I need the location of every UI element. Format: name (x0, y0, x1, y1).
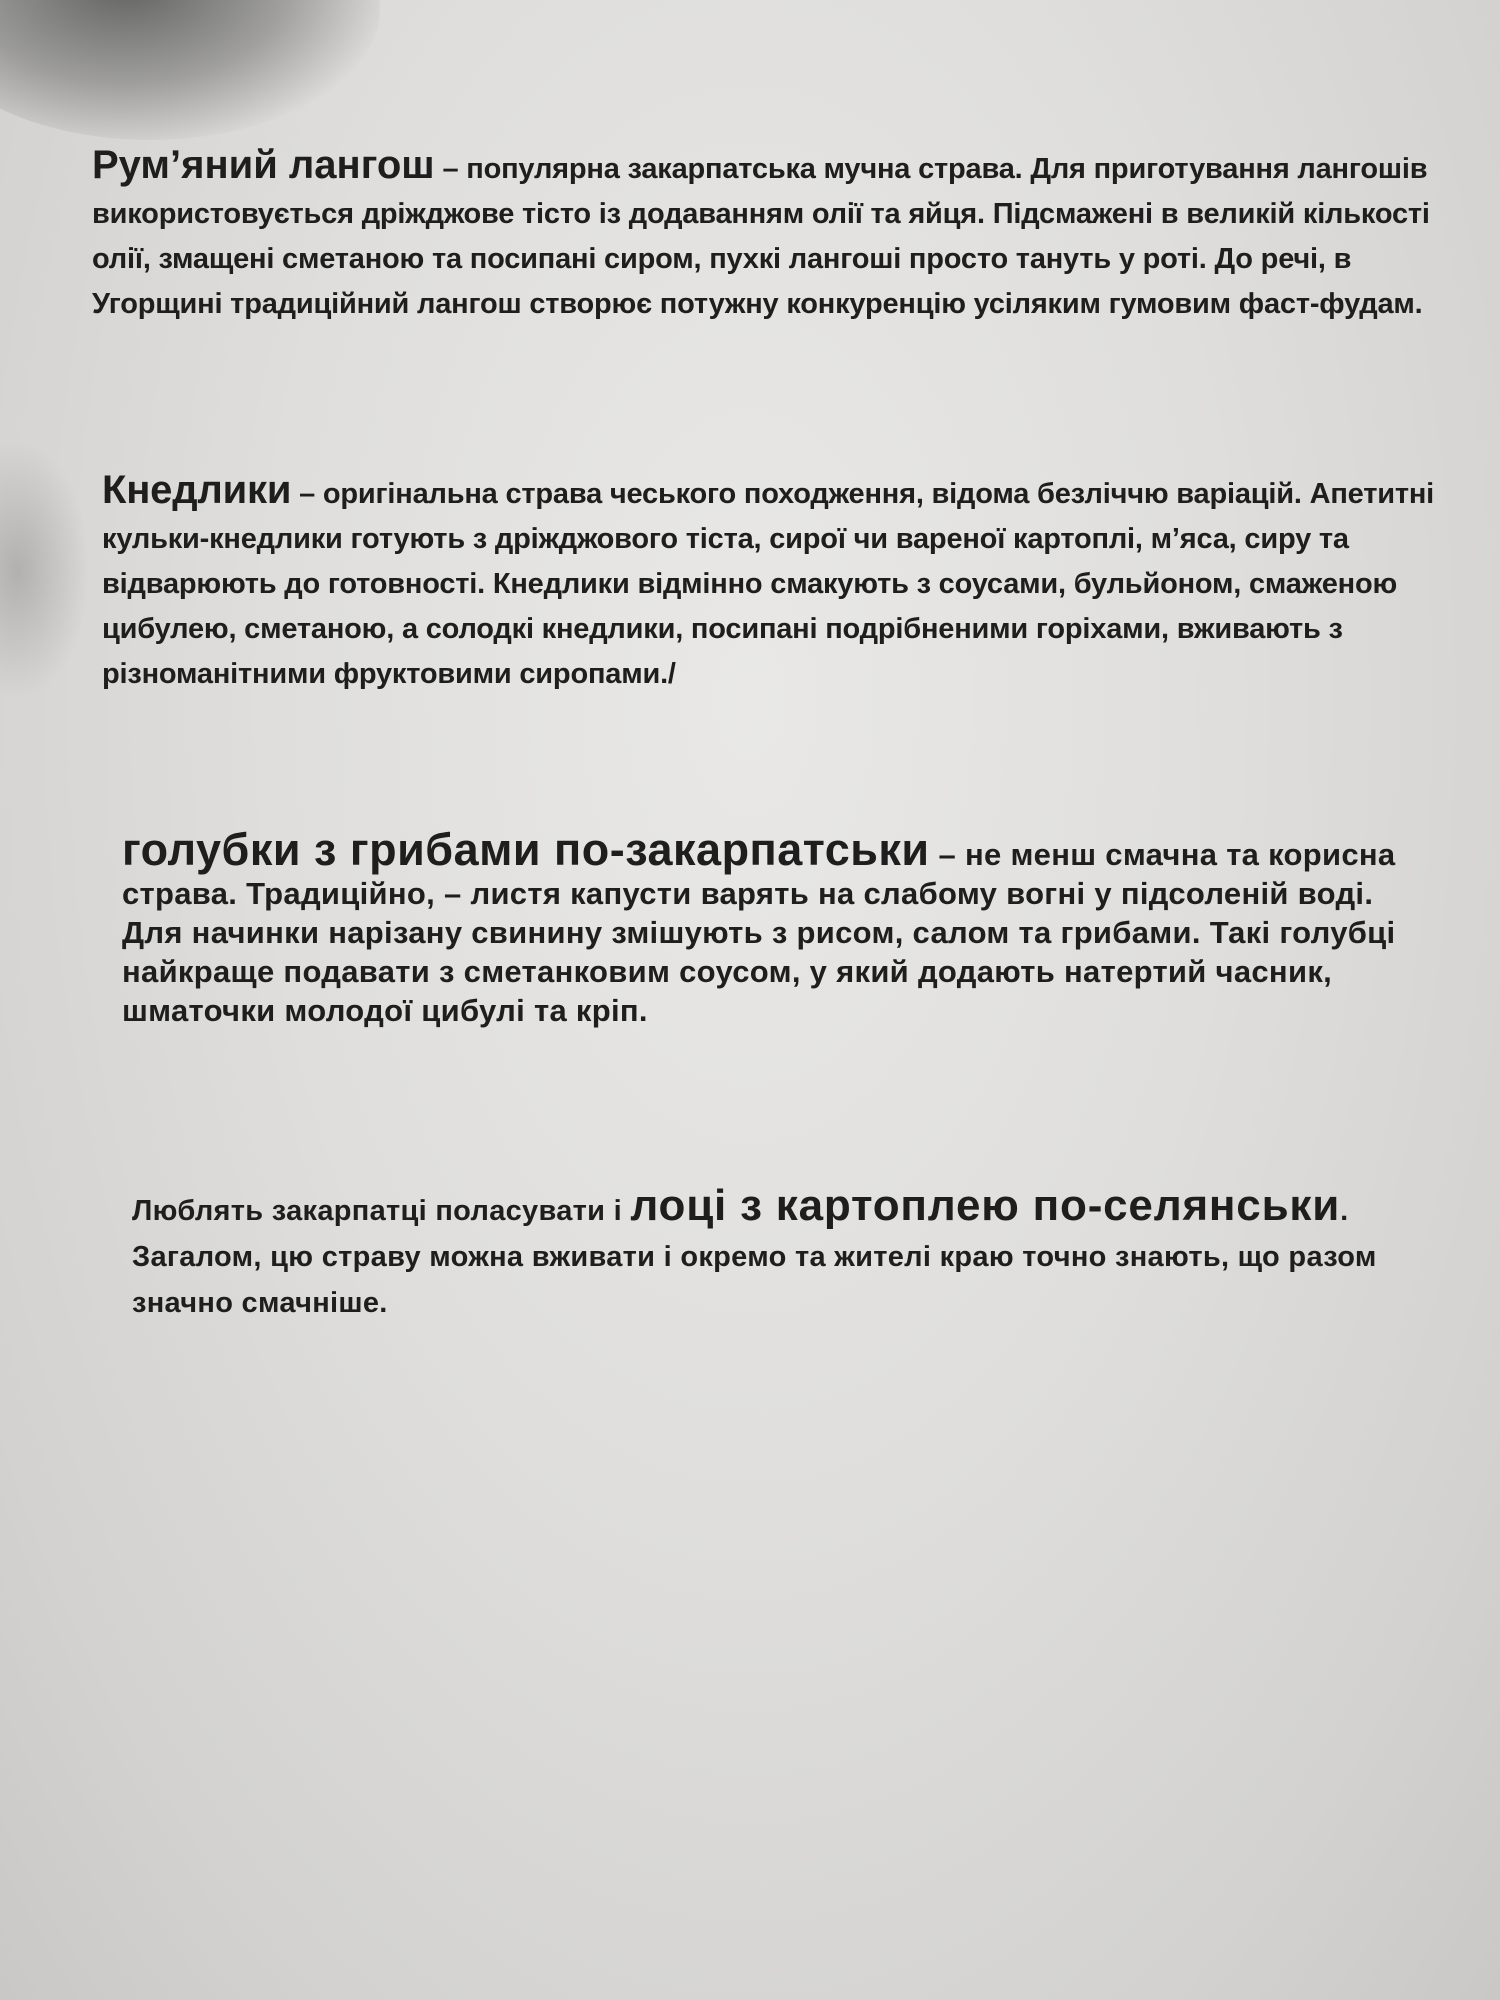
dish-title-holubky: голубки з грибами по-закарпатськи (122, 824, 930, 875)
dish-title-lotsi: лоці з картоплею по-селянськи (630, 1181, 1341, 1230)
paragraph-body-knedlyky: – оригінальна страва чеського походження, відома безліччю варіацій. Апетитні кульки-кнедлики готують з дріжджового тіста, сирої чи вареної картоплі, м’яса, сиру та відварюють до готовності. Кнедлики відмінно смакують з соусами, бульйоном, смаженою цибулею, сметаною, а солодкі кнедлики, посипані подрібненими горіхами, вживають з різноманітними фруктовими сиропами./ (102, 478, 1434, 690)
dish-title-langosh: Рум’яний лангош (92, 143, 435, 187)
paragraph-body-langosh: – популярна закарпатська мучна страва. Для приготування лангошів використовується дріжджове тісто із додаванням олії та яйця. Підсмажені в великій кількості олії, змащені сметаною та посипані сиром, пухкі лангоші просто тануть у роті. До речі, в Угорщині традиційний лангош створює потужну конкуренцію усіляким гумовим фаст-фудам. (92, 153, 1430, 320)
paragraph-body-lotsi: . Загалом, цю страву можна вживати і окремо та жителі краю точно знають, що разом значно смачніше. (132, 1195, 1377, 1319)
paragraph-intro-lotsi: Люблять закарпатці поласувати і (132, 1195, 631, 1227)
dish-title-knedlyky: Кнедлики (102, 468, 292, 512)
paragraph-holubky (122, 824, 1442, 1030)
paragraph-body-holubky: – не менш смачна та корисна страва. Традиційно, – листя капусти варять на слабому вогні у підсоленій воді. Для начинки нарізану свинину змішують з рисом, салом та грибами. Такі голубці найкраще подавати з сметанковим соусом, у який додають натертий часник, шматочки молодої цибулі та кріп. (122, 837, 1396, 1028)
paragraph-langosh (92, 143, 1432, 327)
paragraph-lotsi (132, 1183, 1382, 1326)
paragraph-knedlyky (102, 468, 1442, 697)
